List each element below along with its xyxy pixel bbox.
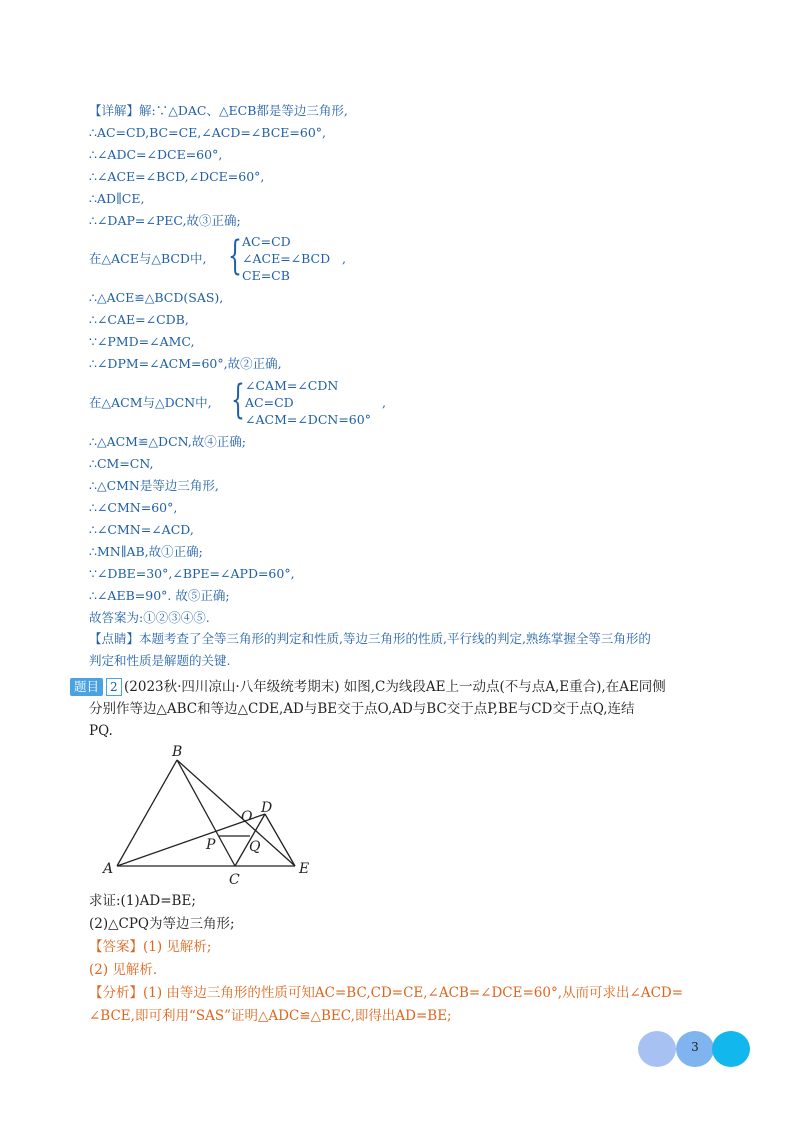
problem-line: 分别作等边△ABC和等边△CDE,AD与BE交于点O,AD与BC交于点P,BE与CD交于点Q,连结 xyxy=(89,701,635,717)
page-circle-left xyxy=(638,1031,676,1067)
page-number: 3 xyxy=(691,1040,699,1054)
solution-line: ∴∠CMN=60°, xyxy=(89,500,178,515)
answer-line: (2) 见解析. xyxy=(89,962,158,978)
solution-line: ∵∠PMD=∠AMC, xyxy=(89,334,195,349)
solution-line: ∴∠CMN=∠ACD, xyxy=(89,522,194,537)
solution-line: 【详解】解:∵△DAC、△ECB都是等边三角形, xyxy=(89,103,348,118)
solution-line: ∴△CMN是等边三角形, xyxy=(89,478,219,493)
analysis-line: ∠BCE,即可利用“SAS”证明△ADC≌△BEC,即得出AD=BE; xyxy=(89,1008,452,1024)
segment-BE xyxy=(177,760,295,866)
label-C: C xyxy=(229,872,240,888)
brace: { xyxy=(231,377,245,423)
note-line: 判定和性质是解题的关键. xyxy=(89,653,231,668)
answer-line: 【答案】(1) 见解析; xyxy=(89,939,212,955)
proof-line: 求证:(1)AD=BE; xyxy=(89,893,196,909)
label-A: A xyxy=(103,861,114,877)
brace: { xyxy=(228,233,242,279)
equation-system-1: AC=CD ∠ACE=∠BCD CE=CB xyxy=(242,234,331,283)
solution-line: ∴∠AEB=90°. 故⑤正确; xyxy=(89,588,230,603)
proof-line: (2)△CPQ为等边三角形; xyxy=(89,916,235,932)
solution-line: ∴AD∥CE, xyxy=(89,191,145,206)
solution-line: 在△ACE与△BCD中, xyxy=(89,251,207,266)
solution-line: ∴∠DPM=∠ACM=60°,故②正确, xyxy=(89,356,282,371)
label-P: P xyxy=(206,837,216,853)
solution-line: ∴AC=CD,BC=CE,∠ACD=∠BCE=60°, xyxy=(89,125,326,140)
segment-DE xyxy=(265,814,295,866)
problem-tag: 题目 xyxy=(70,678,103,696)
solution-line: ∴∠ADC=∠DCE=60°, xyxy=(89,147,223,162)
problem-line: PQ. xyxy=(89,723,113,739)
label-O: O xyxy=(241,809,253,825)
solution-line: ∴△ACM≌△DCN,故④正确; xyxy=(89,434,246,449)
solution-line: ∴∠ACE=∠BCD,∠DCE=60°, xyxy=(89,169,265,184)
label-E: E xyxy=(299,861,310,877)
solution-line: ∴△ACE≌△BCD(SAS), xyxy=(89,290,224,305)
equation-system-2: ∠CAM=∠CDN AC=CD ∠ACM=∠DCN=60° xyxy=(245,378,371,427)
solution-line: ∴∠CAE=∠CDB, xyxy=(89,312,189,327)
problem-number: 2 xyxy=(106,678,122,696)
solution-line: 故答案为:①②③④⑤. xyxy=(89,610,210,625)
solution-line: ∴CM=CN, xyxy=(89,456,154,471)
solution-line: ∴∠DAP=∠PEC,故③正确; xyxy=(89,213,241,228)
problem-line: (2023秋·四川凉山·八年级统考期末) 如图,C为线段AE上一动点(不与点A,E重合),在AE同侧 xyxy=(124,679,666,695)
solution-line: ∵∠DBE=30°,∠BPE=∠APD=60°, xyxy=(89,566,295,581)
geometry-figure xyxy=(95,742,325,892)
segment-AB xyxy=(117,760,177,866)
label-Q: Q xyxy=(249,839,261,855)
solution-line: ∴MN∥AB,故①正确; xyxy=(89,544,203,559)
analysis-line: 【分析】(1) 由等边三角形的性质可知AC=BC,CD=CE,∠ACB=∠DCE=60°,从而可求出∠ACD= xyxy=(89,985,684,1001)
page-circle-right xyxy=(712,1031,750,1067)
label-B: B xyxy=(172,744,183,760)
solution-line: 在△ACM与△DCN中, xyxy=(89,395,212,410)
label-D: D xyxy=(261,800,273,816)
note-line: 【点睛】本题考查了全等三角形的判定和性质,等边三角形的性质,平行线的判定,熟练掌握全等三角形的 xyxy=(89,631,651,646)
